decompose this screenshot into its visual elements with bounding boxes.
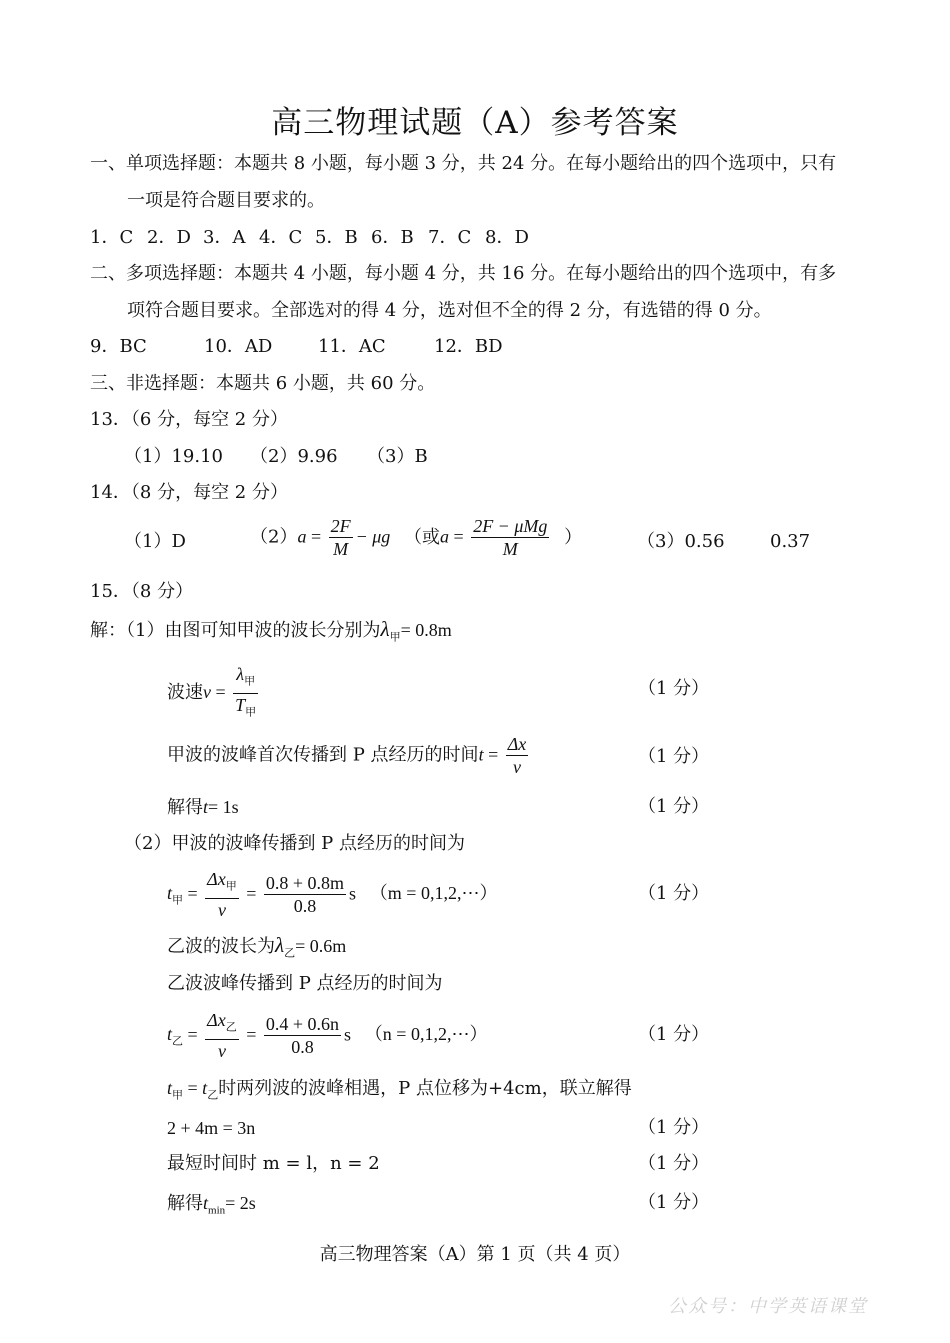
q15-step-6: $t_甲$ = $\frac{\Delta x_甲}{v}$ = $\frac{0.8 + 0.8m}{0.8}$ s （m = 0,1,2,⋯） [167, 869, 498, 920]
fraction-alt: $\frac{\text{2F − μMg}}{M}$ [473, 516, 548, 559]
points-label: （1 分） [638, 1024, 710, 1045]
q15-step-9: $t_乙$ = $\frac{\Delta x_乙}{v}$ = $\frac{0.4 + 0.6n}{0.8}$ s （n = 0,1,2,⋯） [167, 1010, 488, 1061]
answer-1: 1．C [90, 227, 134, 248]
formula-a: a [297, 526, 307, 547]
points-label: （1 分） [638, 883, 710, 904]
q15-step-1: 解：（1）由图可知甲波的波长分别为$\lambda_甲= 0.8m$ [90, 617, 452, 644]
q15-step-13: 解得$t_{min}= 2s$ [167, 1193, 256, 1217]
q14-answer-2-close: ） [564, 526, 583, 548]
q14-answer-2: （2）a = $\frac{2F}{M}$ − μg （或a = $\frac{\text{2F − μMg}}{M}$ ） [250, 516, 583, 559]
page-title: 高三物理试题（A）参考答案 [271, 105, 679, 141]
answer-11: 11．AC [318, 336, 386, 357]
q14-answer-2-or: （或 [404, 526, 441, 548]
part2-heading-cont: 项符合题目要求。全部选对的得 4 分，选对但不全的得 2 分，有选错的得 0 分。 [127, 300, 772, 321]
q14-header: 14．（8 分，每空 2 分） [90, 482, 288, 503]
q15-step-11: 2 + 4m = 3n [167, 1118, 256, 1138]
q13-answer-1: （1）19.10 [124, 446, 223, 467]
page-footer: 高三物理答案（A）第 1 页（共 4 页） [319, 1244, 631, 1265]
part2-answers [90, 335, 503, 359]
q14-answer-4: 0.37 [770, 531, 811, 552]
answer-4: 4．C [259, 227, 303, 248]
answer-12: 12．BD [434, 336, 503, 357]
q15-step-5: （2）甲波的波峰传播到 P 点经历的时间为 [124, 833, 466, 854]
part1-heading: 一、单项选择题：本题共 8 小题，每小题 3 分，共 24 分。在每小题给出的四个选项中，只有 [90, 153, 837, 174]
q15-step-3: 甲波的波峰首次传播到 P 点经历的时间t = $\frac{\Delta x}{v}$ [167, 734, 527, 777]
q15-step-7: 乙波的波长为$\lambda_乙= 0.6m$ [167, 933, 347, 960]
q15-step-2: 波速v = $\frac{\lambda_甲}{T_甲}$ [167, 664, 257, 719]
part1-answers [90, 226, 529, 250]
q14-answer-3: （3）0.56 [637, 531, 725, 552]
part2-heading: 二、多项选择题：本题共 4 小题，每小题 4 分，共 16 分。在每小题给出的四个选项中，有多 [90, 263, 837, 284]
q13-answer-2: （2）9.96 [250, 446, 338, 467]
q15-step-10: $t_甲 = t_乙$时两列波的波峰相遇，P 点位移为+4cm，联立解得 [167, 1078, 632, 1102]
part1-heading-cont: 一项是符合题目要求的。 [127, 190, 325, 211]
answer-7: 7．C [428, 227, 472, 248]
answer-9: 9．BC [90, 336, 147, 357]
fraction-2f-over-m: $\frac{2F}{M}$ [330, 516, 351, 559]
q15-header: 15．（8 分） [90, 581, 194, 602]
watermark: 公众号：中学英语课堂 [668, 1296, 868, 1317]
answer-5: 5．B [315, 227, 358, 248]
part3-heading: 三、非选择题：本题共 6 小题，共 60 分。 [90, 373, 436, 394]
q14-answer-2-label: （2） [250, 526, 298, 548]
q15-step-4: 解得t= 1s [167, 797, 239, 818]
q13-header: 13．（6 分，每空 2 分） [90, 409, 288, 430]
answer-2: 2．D [147, 227, 191, 248]
q14-answer-1: （1）D [124, 531, 186, 552]
points-label: （1 分） [638, 1153, 710, 1174]
points-label: （1 分） [638, 1117, 710, 1138]
q15-step-8: 乙波波峰传播到 P 点经历的时间为 [167, 973, 443, 994]
answer-3: 3．A [203, 227, 246, 248]
points-label: （1 分） [638, 796, 710, 817]
answer-10: 10．AD [204, 336, 273, 357]
points-label: （1 分） [638, 678, 710, 699]
q15-step-12: 最短时间时 m = l，n = 2 [167, 1153, 380, 1174]
answer-6: 6．B [371, 227, 414, 248]
points-label: （1 分） [638, 1192, 710, 1213]
q13-answer-3: （3）B [367, 446, 428, 467]
answer-8: 8．D [485, 227, 529, 248]
points-label: （1 分） [638, 746, 710, 767]
